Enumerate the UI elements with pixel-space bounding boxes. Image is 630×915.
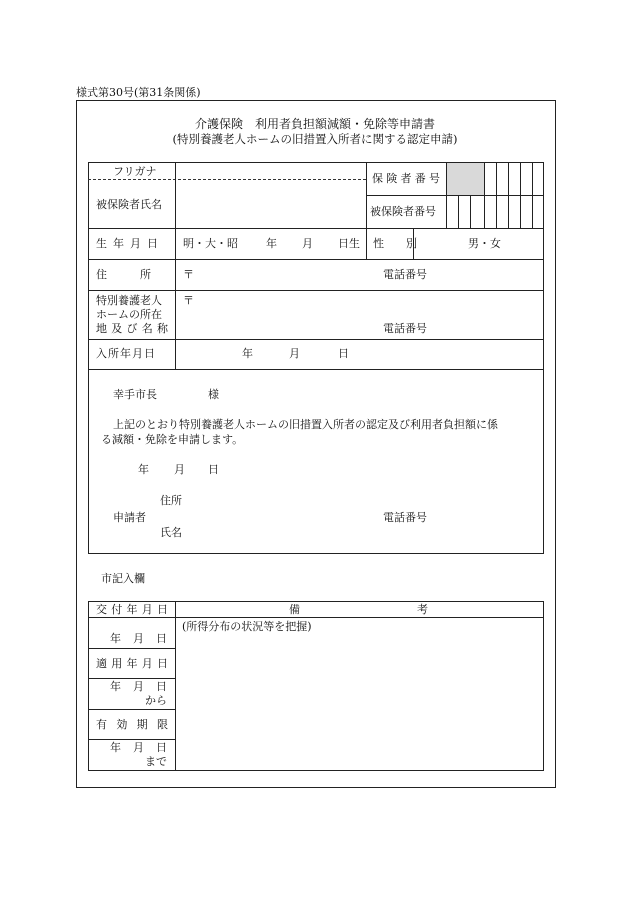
remarks-label-2: 考: [417, 603, 428, 616]
request-body-line2: る減額・免除を申請します。: [101, 433, 244, 446]
applicant-label: 申請者: [113, 511, 146, 524]
birth-day: 日生: [338, 237, 360, 250]
request-year: 年: [138, 463, 149, 476]
applicable-year: 年: [110, 680, 121, 693]
insured-number-label: 被保険者番号: [370, 205, 436, 218]
applicable-day: 日: [156, 680, 167, 693]
issue-day: 日: [156, 632, 167, 645]
birth-month: 月: [302, 237, 313, 250]
admission-month: 月: [289, 347, 300, 360]
facility-postal-mark: 〒: [183, 294, 194, 307]
applicable-from: から: [145, 694, 167, 707]
applicant-name-label: 氏名: [160, 526, 182, 539]
birth-year: 年: [266, 237, 277, 250]
issue-month: 月: [133, 632, 144, 645]
admission-day: 日: [338, 347, 349, 360]
valid-year: 年: [110, 741, 121, 754]
admission-year: 年: [242, 347, 253, 360]
facility-label-3: 地 及 び 名 称: [96, 322, 168, 335]
valid-period-label: 有 効 期 限: [96, 718, 168, 731]
phone-label: 電話番号: [383, 268, 427, 281]
facility-label-1: 特別養護老人: [96, 294, 162, 307]
issue-year: 年: [110, 632, 121, 645]
era-options: 明・大・昭: [183, 237, 238, 250]
address-label: 住 所: [96, 268, 151, 281]
request-body-line1: 上記のとおり特別養護老人ホームの旧措置入所者の認定及び利用者負担額に係: [113, 418, 498, 431]
applicant-phone-label: 電話番号: [383, 511, 427, 524]
birthdate-label: 生年月日: [96, 237, 164, 250]
postal-mark: 〒: [183, 268, 194, 281]
insured-name-label: 被保険者氏名: [96, 198, 162, 211]
valid-day: 日: [156, 741, 167, 754]
applicable-date-label: 適 用 年 月 日: [96, 657, 168, 670]
request-day: 日: [208, 463, 219, 476]
facility-label-2: ホームの所在: [96, 308, 162, 321]
furigana-label: フリガナ: [113, 165, 157, 178]
honorific: 様: [208, 388, 219, 401]
issue-date-label: 交 付 年 月 日: [96, 603, 168, 616]
gender-label: 性 別: [373, 237, 417, 250]
gender-options: 男・女: [468, 237, 501, 250]
applicant-table: [88, 162, 544, 554]
valid-month: 月: [133, 741, 144, 754]
applicant-address-label: 住所: [160, 494, 182, 507]
remarks-label-1: 備: [289, 603, 300, 616]
valid-until: まで: [145, 755, 167, 768]
request-month: 月: [174, 463, 185, 476]
facility-phone-label: 電話番号: [383, 322, 427, 335]
remarks-note: (所得分布の状況等を把握): [182, 620, 312, 633]
applicable-month: 月: [133, 680, 144, 693]
form-number: 様式第30号(第31条関係): [76, 86, 201, 99]
admission-label: 入所年月日: [96, 347, 156, 360]
form-title: 介護保険 利用者負担額減額・免除等申請書: [194, 117, 435, 131]
addressee: 幸手市長: [113, 388, 157, 401]
city-section-heading: 市記入欄: [101, 572, 145, 585]
form-subtitle: (特別養護老人ホームの旧措置入所者に関する認定申請): [172, 132, 458, 146]
insurer-number-label: 保 険 者 番 号: [372, 172, 440, 185]
